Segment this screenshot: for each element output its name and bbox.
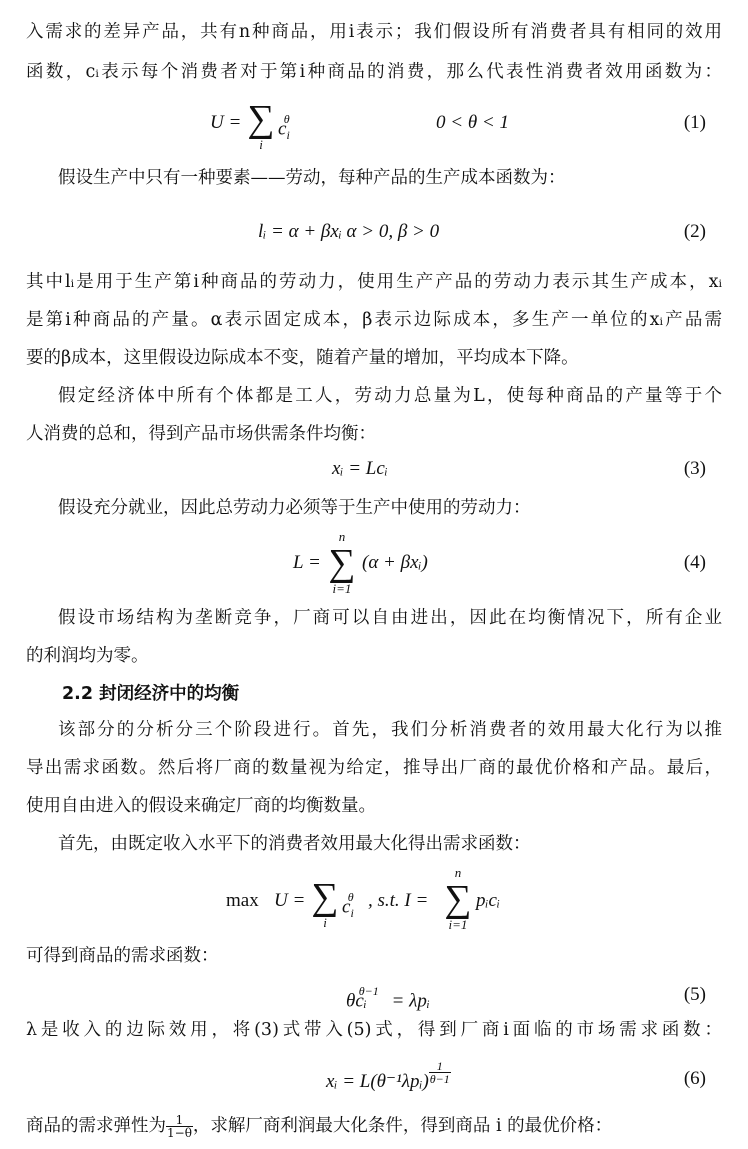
equation-1-lhs: U = [210, 112, 242, 133]
paragraph-line: 是第i种商品的产量。α表示固定成本，β表示边际成本，多生产一单位的xᵢ产品需 [26, 310, 722, 330]
equation-number: (2) [683, 221, 706, 242]
paragraph-line: 导出需求函数。然后将厂商的数量视为给定，推导出厂商的最优价格和产品。最后， [26, 758, 722, 778]
paragraph-line: 商品的需求弹性为 $\frac{1}{1-\theta}$ ，求解厂商利润最大化条件，得到商品 i 的最优价格： [26, 1113, 613, 1140]
equation-5: θcᵢ$^{\theta-1}$ = λpᵢ [346, 984, 430, 1012]
paragraph-line: 要的β成本，这里假设边际成本不变，随着产量的增加，平均成本下降。 [26, 348, 579, 368]
equation-3: xᵢ = Lcᵢ [332, 458, 388, 479]
sum-upper-limit: n [454, 865, 462, 880]
equation-number: (5) [683, 984, 706, 1005]
section-heading: 2.2 封闭经济中的均衡 [62, 684, 240, 704]
paragraph-line: 首先，由既定收入水平下的消费者效用最大化得出需求函数： [58, 834, 531, 854]
paragraph-line: 假设充分就业，因此总劳动力必须等于生产中使用的劳动力： [58, 498, 531, 518]
paragraph-line: 该部分的分析分三个阶段进行。首先，我们分析消费者的效用最大化行为以推 [58, 720, 722, 740]
paragraph-line: 入需求的差异产品，共有n种商品，用i表示；我们假设所有消费者具有相同的效用 [26, 22, 722, 42]
sum-upper-limit: n [338, 529, 346, 544]
paragraph-line: 人消费的总和，得到产品市场供需条件均衡： [26, 424, 376, 444]
equation-number: (4) [683, 552, 706, 573]
equation-6: xᵢ = L(θ⁻¹λpᵢ) $\frac{1}{\theta-1}$ [326, 1059, 450, 1092]
equation-4-rhs: (α + βxᵢ) [362, 552, 428, 573]
max-equation-rhs: pᵢcᵢ [476, 890, 500, 911]
sum-lower-limit: i=1 [448, 917, 468, 932]
paragraph-line: 使用自由进入的假设来确定厂商的均衡数量。 [26, 796, 376, 816]
max-equation-constraint: , s.t. I = [368, 890, 429, 911]
equation-2: lᵢ = α + βxᵢ α > 0, β > 0 [258, 221, 440, 242]
sum-symbol: n ∑ i=1 [440, 866, 476, 932]
sum-lower-limit: i [259, 137, 263, 152]
max-operator: max [226, 890, 259, 911]
equation-1-condition: 0 < θ < 1 [436, 112, 509, 133]
sum-symbol: n ∑ i=1 [324, 530, 360, 596]
paragraph-line: 假定经济体中所有个体都是工人，劳动力总量为L，使每种商品的产量等于个 [58, 386, 722, 406]
elasticity-fraction: $\frac{1}{1-\theta}$ [167, 1113, 192, 1140]
paragraph-line: 假设生产中只有一种要素——劳动，每种产品的生产成本函数为： [58, 168, 566, 188]
equation-number: (6) [683, 1068, 706, 1089]
sum-lower-limit: i [323, 915, 327, 930]
max-equation-term: $c_i^\theta$ [342, 890, 354, 921]
sum-symbol: ∑ i [311, 876, 339, 930]
paragraph-line: 可得到商品的需求函数： [26, 946, 219, 966]
sum-lower-limit: i=1 [332, 581, 352, 596]
paragraph-line: 函数，cᵢ表示每个消费者对于第i种商品的消费，那么代表性消费者效用函数为： [26, 62, 722, 82]
paragraph-line: 的利润均为零。 [26, 646, 149, 666]
paragraph-line: 其中lᵢ是用于生产第i种商品的劳动力，使用生产产品的劳动力表示其生产成本，xᵢ [26, 272, 722, 292]
max-equation-lhs: U = [274, 890, 306, 911]
equation-number: (1) [683, 112, 706, 133]
paragraph-line: 假设市场结构为垄断竞争，厂商可以自由进出，因此在均衡情况下，所有企业 [58, 608, 722, 628]
sum-symbol: ∑ i [247, 98, 275, 152]
equation-4-lhs: L = [293, 552, 321, 573]
equation-1-term: $c_i^\theta$ [278, 112, 290, 143]
equation-number: (3) [683, 458, 706, 479]
paragraph-line: λ是收入的边际效用，将(3)式带入(5)式，得到厂商i面临的市场需求函数： [26, 1020, 722, 1040]
